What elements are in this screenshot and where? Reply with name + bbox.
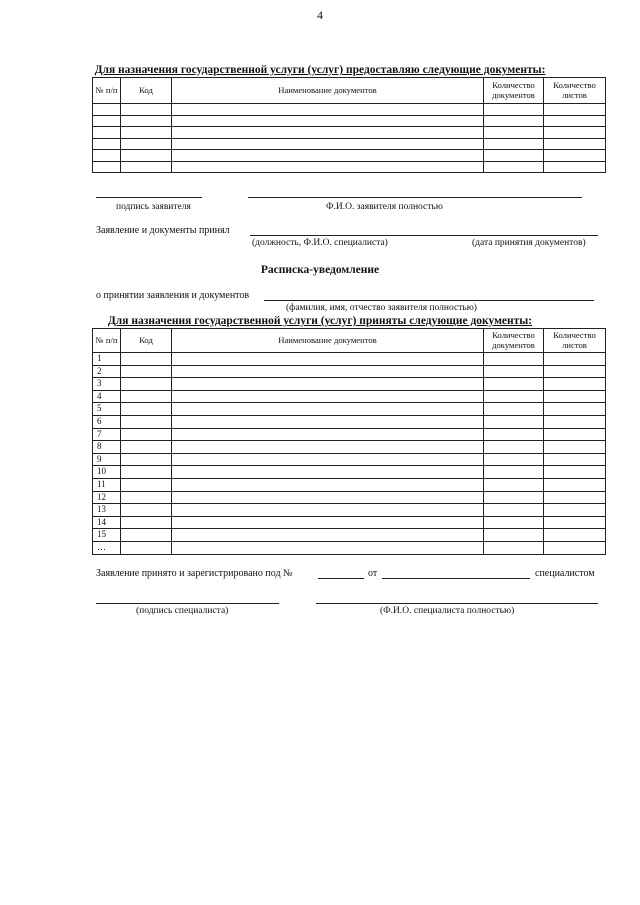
- table2-cell: [544, 378, 606, 391]
- row-number: 6: [93, 415, 121, 428]
- table2-row: [93, 491, 606, 504]
- table2-cell: [544, 403, 606, 416]
- table1-cell: [93, 150, 121, 162]
- table2-col-code: Код: [121, 329, 172, 353]
- row-number: 7: [93, 428, 121, 441]
- table1-cell: [544, 150, 606, 162]
- table1-heading: [0, 64, 640, 76]
- table1-cell: [93, 115, 121, 127]
- table2-cell: [121, 353, 172, 366]
- table2-row: [93, 453, 606, 466]
- table2-cell: [172, 403, 484, 416]
- table2-row: [93, 516, 606, 529]
- table2-cell: [484, 353, 544, 366]
- table2-cell: [121, 478, 172, 491]
- date-caption: (дата принятия документов): [472, 238, 586, 248]
- table2-cell: [121, 390, 172, 403]
- table2-cell: [544, 541, 606, 554]
- table2-cell: [121, 504, 172, 517]
- table2-row: [93, 415, 606, 428]
- table2-cell: [484, 504, 544, 517]
- table2-col-name: Наименование документов: [172, 329, 484, 353]
- registered-label: Заявление принято и зарегистрировано под №: [96, 568, 293, 579]
- table2-heading: [0, 315, 640, 327]
- accepted-documents-table: [92, 328, 606, 555]
- table2-row: [93, 441, 606, 454]
- table2-cell: [484, 415, 544, 428]
- table2-row: [93, 504, 606, 517]
- table2-cell: [484, 529, 544, 542]
- table1-cell: [484, 138, 544, 150]
- table2-cell: [484, 428, 544, 441]
- table2-cell: [172, 491, 484, 504]
- table2-cell: [172, 390, 484, 403]
- table2-row: [93, 428, 606, 441]
- table2-cell: [121, 428, 172, 441]
- row-number: 3: [93, 378, 121, 391]
- table2-cell: [172, 529, 484, 542]
- specialist-label: специалистом: [535, 568, 595, 579]
- table2-cell: [544, 504, 606, 517]
- row-number: 14: [93, 516, 121, 529]
- table2-cell: [172, 415, 484, 428]
- table2-cell: [172, 504, 484, 517]
- specialist-fio-caption: (Ф.И.О. специалиста полностью): [380, 606, 515, 616]
- row-number: 12: [93, 491, 121, 504]
- position-fio-caption: (должность, Ф.И.О. специалиста): [252, 238, 388, 248]
- table2-cell: [121, 541, 172, 554]
- table2-cell: [121, 466, 172, 479]
- table2-cell: [544, 478, 606, 491]
- table1-cell: [172, 150, 484, 162]
- table2-cell: [172, 478, 484, 491]
- table1-cell: [544, 104, 606, 116]
- table1-cell: [93, 161, 121, 173]
- table2-cell: [121, 453, 172, 466]
- specialist-signature-caption: (подпись специалиста): [136, 606, 229, 616]
- table1-cell: [484, 161, 544, 173]
- row-number: 5: [93, 403, 121, 416]
- row-number: 2: [93, 365, 121, 378]
- receipt-about-label: о принятии заявления и документов: [96, 290, 250, 301]
- table1-cell: [121, 150, 172, 162]
- applicant-name-caption: (фамилия, имя, отчество заявителя полностью): [286, 303, 477, 313]
- applicant-fio-caption: Ф.И.О. заявителя полностью: [326, 202, 443, 212]
- table2-cell: [121, 415, 172, 428]
- table2-cell: [544, 453, 606, 466]
- applicant-fio-line: [248, 197, 582, 198]
- submitted-documents-table: [92, 77, 606, 173]
- table2-cell: [484, 365, 544, 378]
- table1-cell: [172, 127, 484, 139]
- table1-cell: [484, 104, 544, 116]
- table2-cell: [172, 428, 484, 441]
- table2-cell: [484, 466, 544, 479]
- table2-row: [93, 466, 606, 479]
- row-number: 13: [93, 504, 121, 517]
- table2-cell: [544, 441, 606, 454]
- table1-col-number: № п/п: [93, 78, 121, 104]
- table1-cell: [484, 127, 544, 139]
- row-number: 1: [93, 353, 121, 366]
- table1-body: [93, 104, 606, 173]
- row-number: 9: [93, 453, 121, 466]
- table1-cell: [121, 104, 172, 116]
- table1-row: [93, 161, 606, 173]
- table2-cell: [484, 516, 544, 529]
- receipt-title: Расписка-уведомление: [260, 264, 380, 276]
- table1-cell: [121, 161, 172, 173]
- table2-cell: [484, 541, 544, 554]
- table1-col-doc-count: Количество документов: [484, 78, 544, 104]
- registration-number-line: [318, 578, 364, 579]
- table2-cell: [121, 529, 172, 542]
- registration-date-line: [382, 578, 530, 579]
- table1-col-sheet-count: Количество листов: [544, 78, 606, 104]
- specialist-fio-line: [316, 603, 598, 604]
- table2-cell: [172, 378, 484, 391]
- table1-row: [93, 150, 606, 162]
- table1-cell: [172, 138, 484, 150]
- table1-cell: [544, 161, 606, 173]
- applicant-name-line: [264, 300, 594, 301]
- row-number: …: [93, 541, 121, 554]
- table1-cell: [172, 104, 484, 116]
- table2-cell: [484, 478, 544, 491]
- table2-cell: [172, 365, 484, 378]
- from-label: от: [368, 568, 378, 579]
- table1-row: [93, 104, 606, 116]
- table2-cell: [484, 453, 544, 466]
- table2-heading-text: Для назначения государственной услуги (услуг) приняты следующие документы:: [107, 315, 533, 327]
- table2-row: [93, 390, 606, 403]
- table2-row: [93, 541, 606, 554]
- table2-cell: [484, 403, 544, 416]
- table1-cell: [121, 138, 172, 150]
- table2-cell: [121, 365, 172, 378]
- table2-cell: [544, 529, 606, 542]
- row-number: 11: [93, 478, 121, 491]
- table1-cell: [93, 138, 121, 150]
- table1-header-row: [93, 78, 606, 104]
- table1-cell: [121, 115, 172, 127]
- table2-cell: [172, 441, 484, 454]
- table2-cell: [121, 378, 172, 391]
- table1-cell: [544, 115, 606, 127]
- table2-cell: [544, 466, 606, 479]
- table2-cell: [484, 390, 544, 403]
- table2-row: [93, 378, 606, 391]
- table1-cell: [93, 104, 121, 116]
- table2-cell: [544, 390, 606, 403]
- table1-cell: [172, 115, 484, 127]
- table1-heading-text: Для назначения государственной услуги (услуг) предоставляю следующие документы:: [94, 64, 546, 76]
- table2-cell: [544, 353, 606, 366]
- table2-row: [93, 403, 606, 416]
- table1-cell: [172, 161, 484, 173]
- table2-cell: [544, 428, 606, 441]
- table1-cell: [484, 115, 544, 127]
- table2-cell: [172, 516, 484, 529]
- table1-cell: [544, 138, 606, 150]
- table2-body: [93, 353, 606, 555]
- table1-cell: [484, 150, 544, 162]
- accepted-by-line: [250, 235, 598, 236]
- applicant-signature-line: [96, 197, 202, 198]
- table2-cell: [172, 466, 484, 479]
- table2-cell: [121, 441, 172, 454]
- page-number: 4: [317, 8, 323, 22]
- table2-cell: [544, 516, 606, 529]
- table2-col-sheet-count: Количество листов: [544, 329, 606, 353]
- table2-cell: [544, 415, 606, 428]
- table2-cell: [544, 491, 606, 504]
- table2-row: [93, 478, 606, 491]
- table2-cell: [484, 491, 544, 504]
- table2-cell: [121, 403, 172, 416]
- table1-row: [93, 127, 606, 139]
- table2-col-number: № п/п: [93, 329, 121, 353]
- table2-cell: [544, 365, 606, 378]
- table1-cell: [121, 127, 172, 139]
- accepted-by-label: Заявление и документы принял: [96, 225, 230, 236]
- specialist-signature-line: [96, 603, 279, 604]
- table2-row: [93, 365, 606, 378]
- row-number: 4: [93, 390, 121, 403]
- table2-col-doc-count: Количество документов: [484, 329, 544, 353]
- applicant-signature-caption: подпись заявителя: [116, 202, 191, 212]
- table2-cell: [121, 516, 172, 529]
- table2-row: [93, 353, 606, 366]
- table1-cell: [93, 127, 121, 139]
- table2-cell: [172, 353, 484, 366]
- table1-col-name: Наименование документов: [172, 78, 484, 104]
- row-number: 15: [93, 529, 121, 542]
- table2-cell: [121, 491, 172, 504]
- table1-col-code: Код: [121, 78, 172, 104]
- table2-header-row: [93, 329, 606, 353]
- table2-cell: [484, 441, 544, 454]
- table1-row: [93, 115, 606, 127]
- table2-cell: [172, 453, 484, 466]
- table2-cell: [172, 541, 484, 554]
- row-number: 10: [93, 466, 121, 479]
- table1-row: [93, 138, 606, 150]
- table2-cell: [484, 378, 544, 391]
- row-number: 8: [93, 441, 121, 454]
- table2-row: [93, 529, 606, 542]
- table1-cell: [544, 127, 606, 139]
